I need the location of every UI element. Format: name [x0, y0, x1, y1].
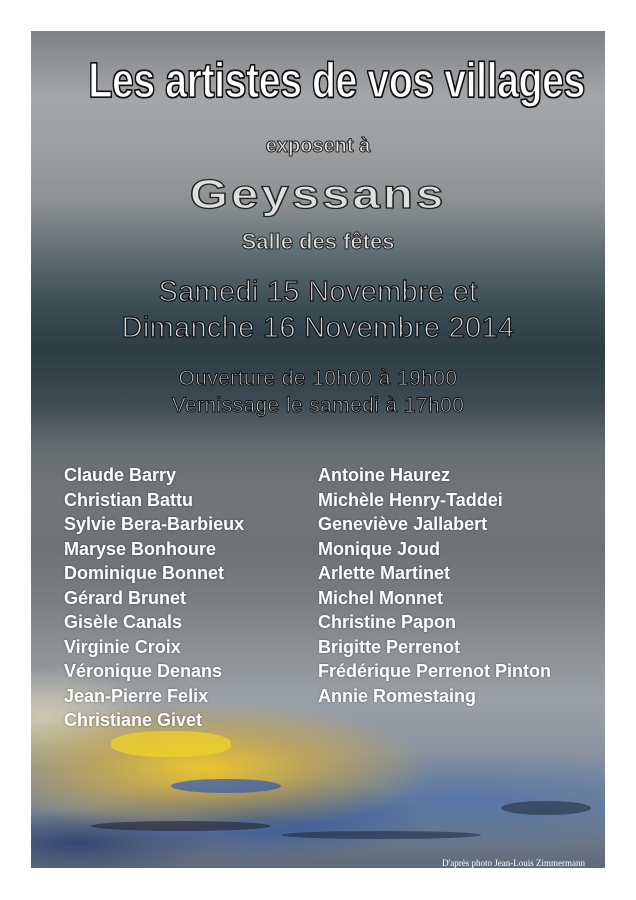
- paint-dab: [91, 821, 271, 831]
- artist-name: Arlette Martinet: [318, 563, 451, 583]
- artist-name: Frédérique Perrenot Pinton: [318, 661, 552, 681]
- artist-name: Christiane Givet: [64, 710, 203, 730]
- town-name: Geyssans: [189, 171, 447, 217]
- artist-name: Gérard Brunet: [64, 587, 187, 608]
- artist-name: Véronique Denans: [64, 661, 223, 681]
- artist-name: Dominique Bonnet: [64, 563, 224, 583]
- paint-dab: [171, 779, 281, 793]
- artist-name: Annie Romestaing: [318, 685, 477, 706]
- paint-dab: [501, 801, 591, 815]
- artist-list-right: [318, 463, 551, 708]
- paint-dab: [111, 731, 231, 757]
- date-line-sunday: Dimanche 16 Novembre 2014: [121, 312, 515, 344]
- artist-name: Antoine Haurez: [318, 465, 451, 485]
- artist-name: Maryse Bonhoure: [64, 538, 217, 559]
- poster-title: Les artistes de vos villages: [88, 54, 585, 108]
- artist-name: Sylvie Bera-Barbieux: [64, 514, 245, 534]
- artist-name: Geneviève Jallabert: [318, 514, 488, 534]
- artist-name: Michèle Henry-Taddei: [318, 489, 503, 510]
- paint-dab: [281, 831, 481, 839]
- artist-name: Jean-Pierre Felix: [64, 685, 209, 706]
- artist-name: Christine Papon: [318, 612, 457, 632]
- poster-subtitle: exposent à: [265, 135, 371, 157]
- artist-name: Claude Barry: [64, 465, 177, 485]
- artist-list-left: [64, 463, 244, 733]
- artist-name: Gisèle Canals: [64, 612, 183, 632]
- vernissage-time: Vernissage le samedi à 17h00: [171, 394, 465, 417]
- artist-name: Christian Battu: [64, 489, 194, 510]
- exhibition-poster: [31, 31, 605, 868]
- venue-name: Salle des fêtes: [241, 229, 395, 254]
- date-line-saturday: Samedi 15 Novembre et: [158, 276, 478, 308]
- artist-name: Michel Monnet: [318, 587, 443, 608]
- artist-name: Virginie Croix: [64, 636, 181, 657]
- opening-hours: Ouverture de 10h00 à 19h00: [178, 367, 458, 390]
- artist-name: Monique Joud: [318, 538, 440, 559]
- photo-credit: D'après photo Jean-Louis Zimmermann: [442, 858, 585, 868]
- artist-name: Brigitte Perrenot: [318, 636, 461, 657]
